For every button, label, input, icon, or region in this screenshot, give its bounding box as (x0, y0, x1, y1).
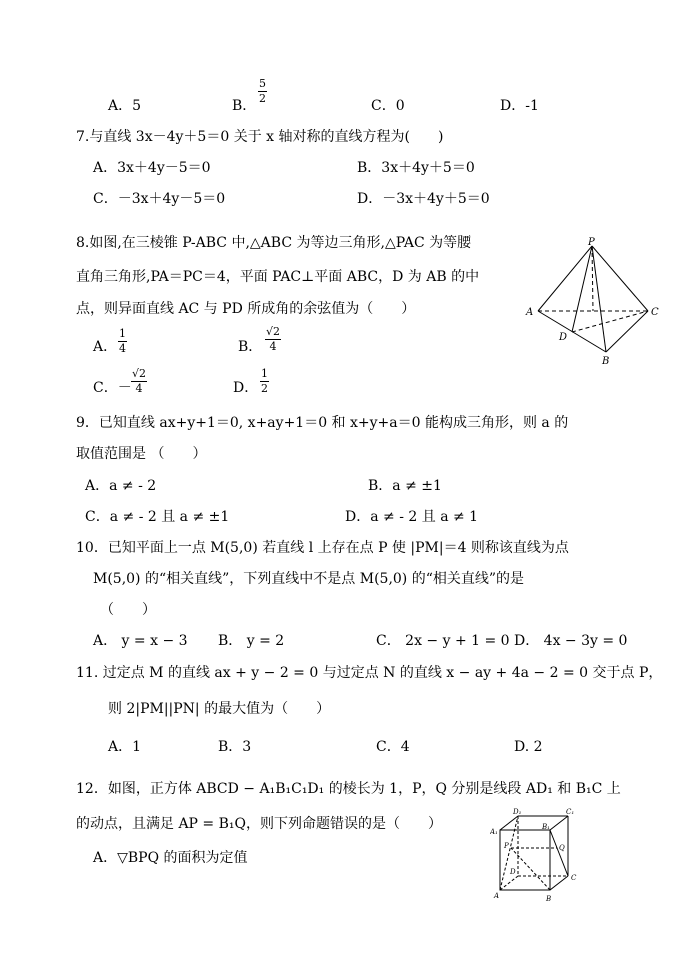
q10-option-c: C． 2x − y + 1 = 0 (376, 633, 510, 649)
edge-pc (592, 246, 648, 311)
label-c: C (571, 874, 577, 882)
q7-stem: 7.与直线 3x－4y＋5＝0 关于 x 轴对称的直线方程为( ) (76, 129, 444, 145)
q8-option-c-fraction (131, 368, 147, 395)
label-p: P (504, 842, 509, 850)
label-c: C (651, 307, 659, 318)
segment-bp (511, 848, 550, 890)
label-b: B (546, 895, 552, 903)
label-c1: C₁ (566, 808, 575, 816)
diag-b1c (550, 830, 568, 876)
q6-option-a: A．5 (108, 98, 142, 114)
cube-edges (500, 816, 568, 890)
q8-d-numerator: 1 (261, 367, 268, 380)
q9-line-2: 取值范围是 （ ） (76, 446, 207, 462)
q11-line-2: 则 2|PM||PN| 的最大值为（ ） (108, 701, 331, 717)
label-a: A (494, 892, 500, 900)
q7-option-a: A．3x＋4y－5＝0 (93, 160, 211, 176)
edge-bc (550, 876, 568, 890)
q12-option-a: A．▽BPQ 的面积为定值 (93, 850, 248, 866)
q8-a-denominator: 4 (119, 342, 126, 356)
label-p: P (588, 237, 595, 248)
q8-d-denominator: 2 (261, 382, 268, 396)
q9-option-d: D．a ≠ - 2 且 a ≠ 1 (345, 509, 479, 525)
q10-option-d: D． 4x − 3y = 0 (514, 633, 628, 649)
q11-option-a: A．1 (108, 739, 142, 755)
edge-pb (592, 246, 606, 352)
q8-line-1: 8.如图,在三棱锥 P-ABC 中,△ABC 为等边三角形,△PAC 为等腰 (76, 235, 472, 251)
edge-pd (572, 246, 592, 332)
q9-option-b: B．a ≠ ±1 (368, 478, 442, 494)
q6-option-d: D．-1 (500, 98, 539, 114)
q10-line-3: （ ） (100, 602, 156, 618)
edge-pa (538, 246, 592, 311)
q12-line-2: 的动点，且满足 AP = B₁Q，则下列命题错误的是（ ） (76, 816, 442, 832)
edge-a1d1 (500, 816, 518, 830)
q11-option-d: D. 2 (514, 739, 543, 755)
q8-option-d-label: D． (233, 380, 259, 396)
q12-line-1: 12．如图，正方体 ABCD − A₁B₁C₁D₁ 的棱长为 1，P，Q 分别是线段 AD₁ 和 B₁C 上 (76, 781, 621, 797)
q8-c-denominator: 4 (135, 382, 143, 396)
q6-b-numerator: 5 (259, 77, 266, 90)
label-b: B (602, 356, 610, 367)
q8-option-d-fraction (260, 368, 269, 395)
q7-option-c: C．－3x＋4y－5＝0 (93, 191, 226, 207)
q8-b-numerator: √2 (265, 325, 280, 338)
q6-b-denominator: 2 (259, 92, 266, 106)
q8-option-a-label: A． (93, 339, 118, 355)
label-b1: B₁ (542, 823, 550, 831)
q10-line-2: M(5,0) 的“相关直线”，下列直线中不是点 M(5,0) 的“相关直线”的是 (93, 571, 525, 587)
q8-tetrahedron-figure (522, 236, 662, 368)
q10-line-1: 10．已知平面上一点 M(5,0) 若直线 l 上存在点 P 使 |PM|＝4 则称该直线为点 (76, 540, 569, 556)
q11-line-1: 11. 过定点 M 的直线 ax + y − 2 = 0 与过定点 N 的直线 x − ay + 4a − 2 = 0 交于点 P， (76, 665, 663, 681)
q7-option-d: D．－3x＋4y＋5＝0 (357, 191, 490, 207)
label-d: D (510, 868, 516, 876)
label-q: Q (559, 844, 565, 852)
q8-b-denominator: 4 (269, 340, 277, 354)
q6-option-c: C．0 (371, 98, 405, 114)
q6-option-b-label: B． (232, 98, 257, 114)
q8-option-c-label: C．－ (93, 380, 132, 396)
label-d: D (559, 332, 568, 343)
edge-b1c1 (550, 816, 568, 830)
tetrahedron-edges (538, 246, 648, 352)
q8-a-numerator: 1 (119, 327, 126, 340)
q8-option-a-fraction (118, 328, 127, 355)
label-d1: D₁ (513, 808, 522, 816)
label-a: A (526, 307, 534, 318)
q8-option-b-label: B． (238, 339, 263, 355)
q9-line-1: 9．已知直线 ax+y+1＝0, x+ay+1＝0 和 x+y+a＝0 能构成三角形，则 a 的 (76, 415, 569, 431)
q8-line-2: 直角三角形,PA＝PC＝4，平面 PAC⊥平面 ABC，D 为 AB 的中 (76, 269, 480, 285)
q9-option-a: A．a ≠ - 2 (85, 478, 157, 494)
q8-line-3: 点，则异面直线 AC 与 PD 所成角的余弦值为（ ） (76, 301, 416, 317)
q11-option-b: B．3 (218, 739, 252, 755)
q12-cube-figure (490, 808, 586, 904)
q6-option-b-fraction (258, 78, 267, 105)
q8-c-numerator: √2 (131, 367, 146, 380)
q7-option-b: B．3x＋4y＋5＝0 (357, 160, 475, 176)
q10-option-b: B． y = 2 (218, 633, 285, 649)
q8-option-b-fraction (265, 326, 281, 353)
q10-option-a: A． y = x − 3 (93, 633, 188, 649)
q11-option-c: C．4 (376, 739, 410, 755)
label-a1: A₁ (490, 828, 498, 836)
q9-option-c: C．a ≠ - 2 且 a ≠ ±1 (85, 509, 230, 525)
